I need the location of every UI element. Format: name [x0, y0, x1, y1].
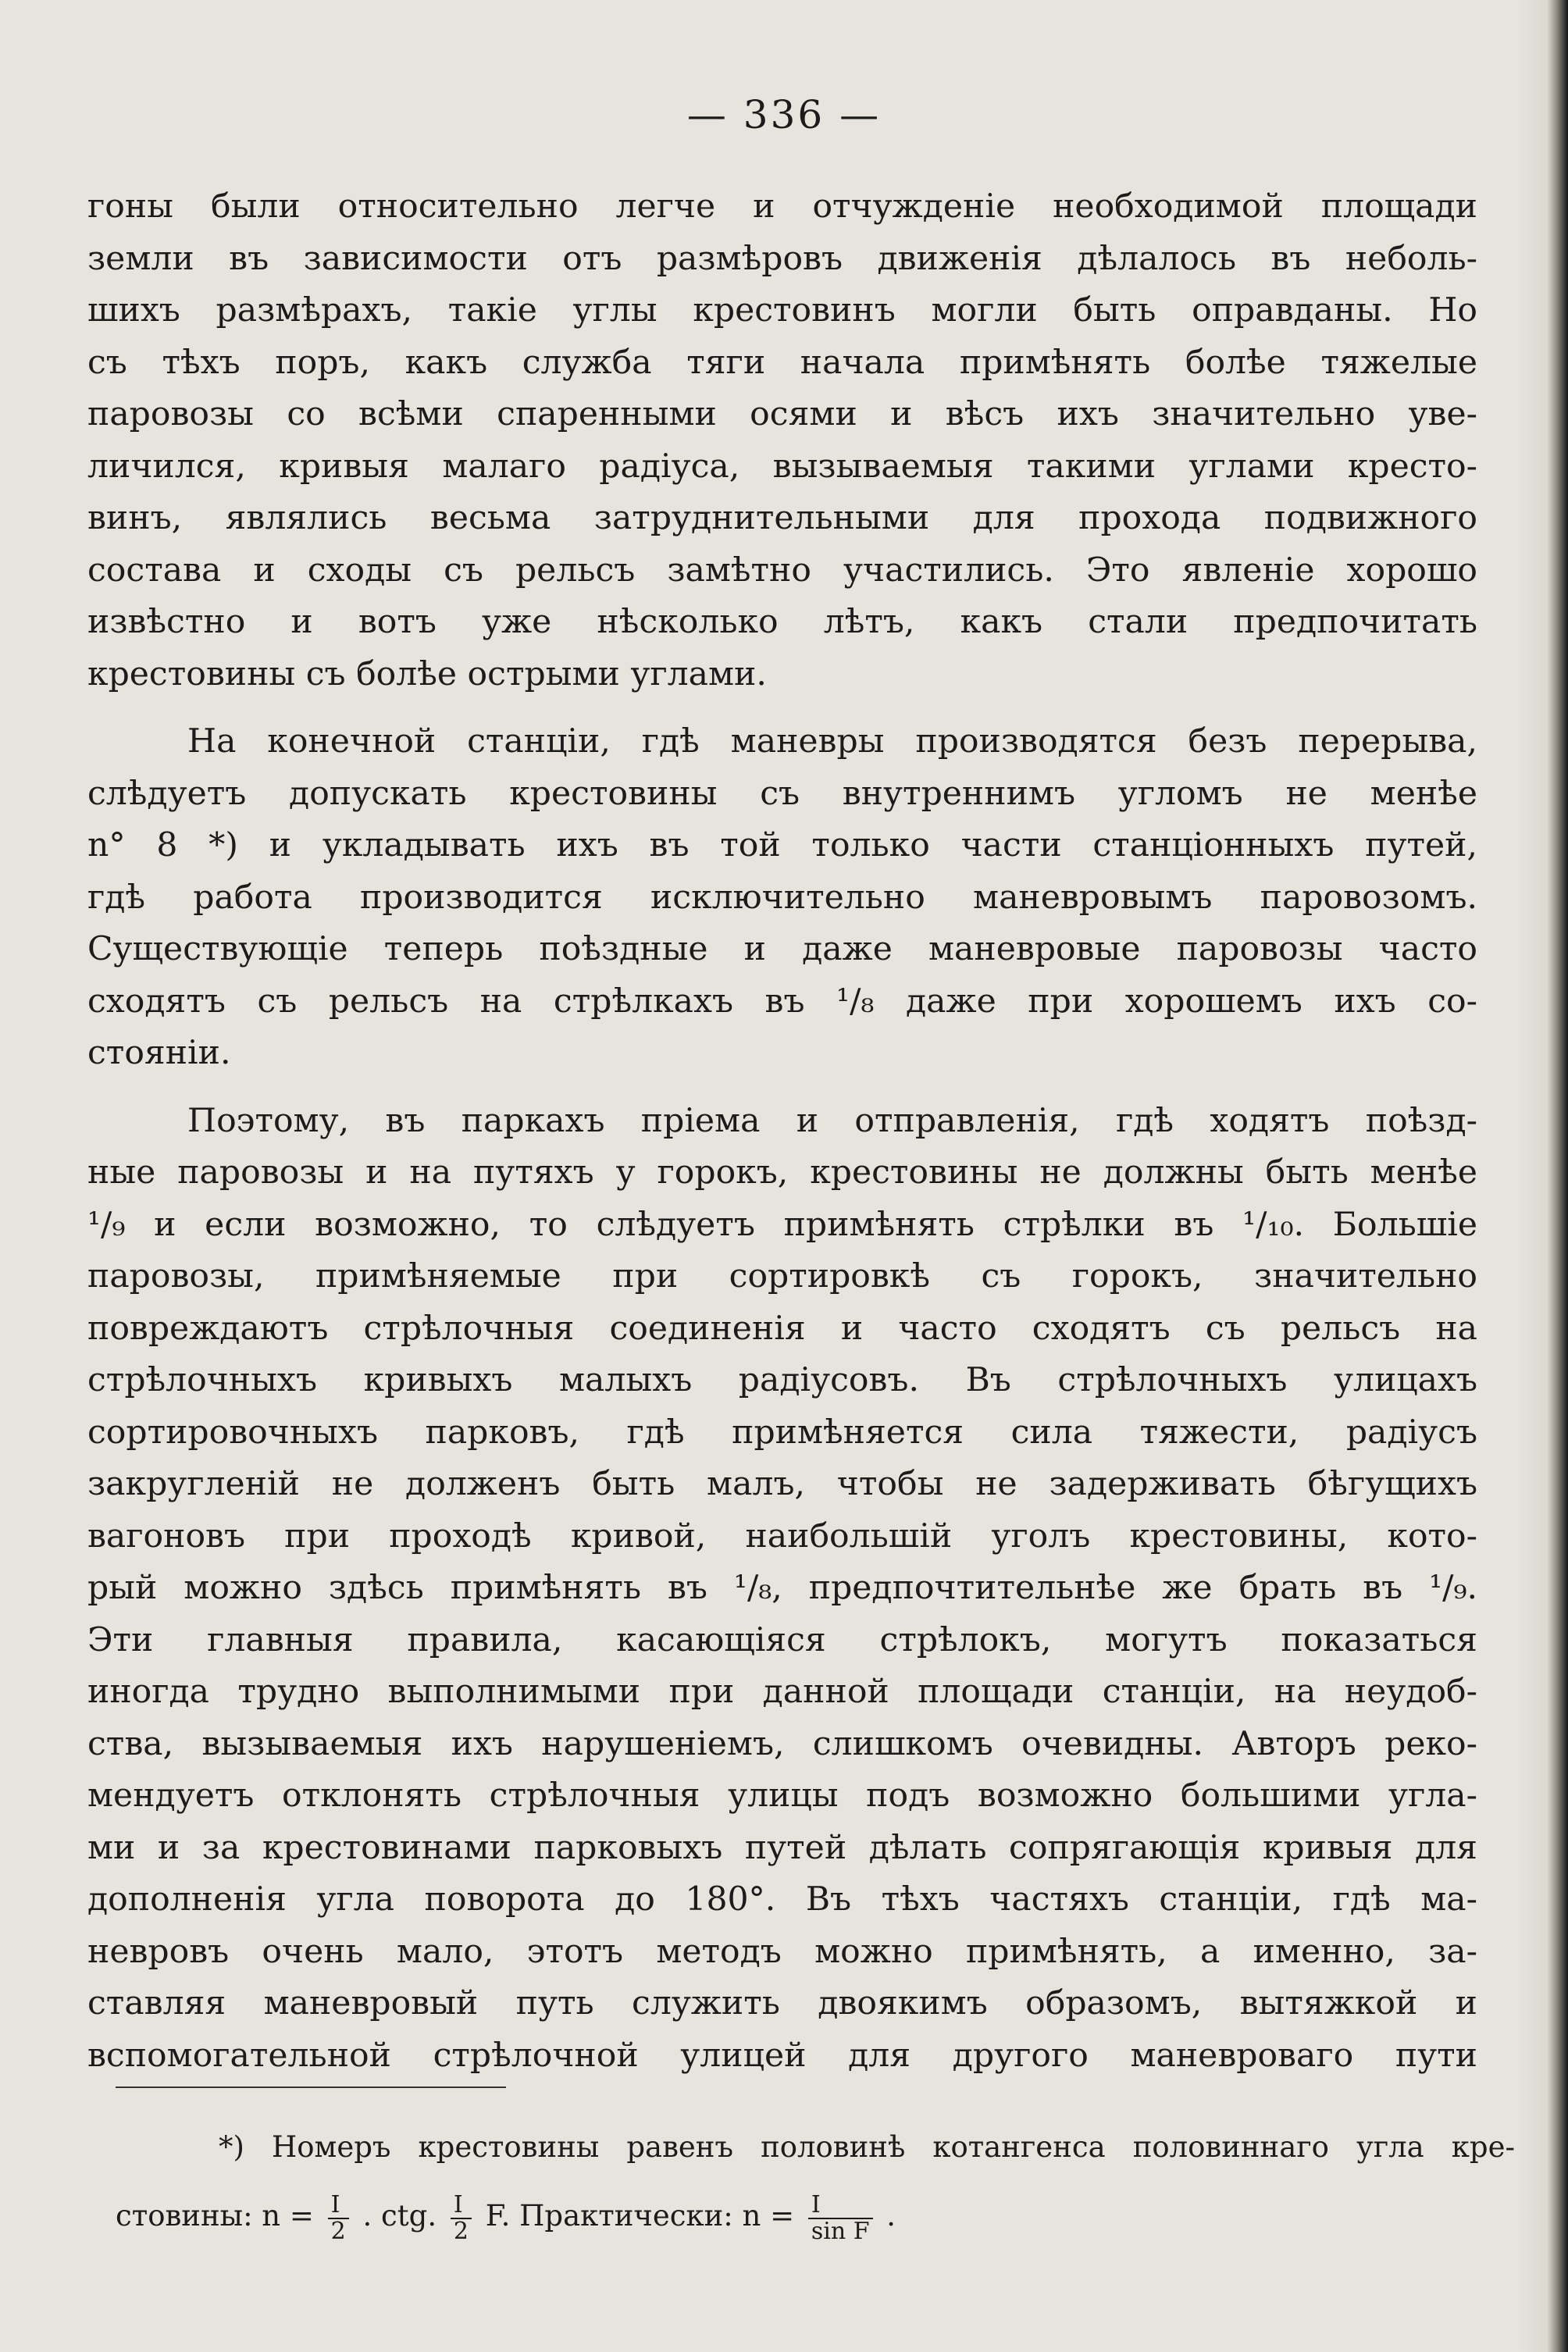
text-line: вагоновъ при проходѣ кривой, наибольшій уголъ крестовины, кото-	[87, 1516, 1477, 1556]
footnote-formula-line	[116, 2182, 1515, 2250]
fraction-denominator: 2	[330, 2217, 346, 2245]
footnote-rule	[116, 2087, 506, 2088]
fraction-numerator: I	[451, 2193, 472, 2219]
text-line: Эти главныя правила, касающіяся стрѣлокъ, могутъ показаться	[87, 1620, 1477, 1659]
text-line: паровозы, примѣняемые при сортировкѣ съ горокъ, значительно	[87, 1257, 1477, 1295]
text-line: повреждаютъ стрѣлочныя соединенія и часто сходятъ съ рельсъ на	[87, 1309, 1477, 1348]
text-line: невровъ очень мало, этотъ методъ можно примѣнять, а именно, за-	[87, 1932, 1477, 1971]
footnote-line: *) Номеръ крестовины равенъ половинѣ котангенса половиннаго угла кре-	[219, 2130, 1515, 2164]
text-line: ства, вызываемыя ихъ нарушеніемъ, слишкомъ очевидны. Авторъ реко-	[87, 1724, 1477, 1763]
text-line: закругленій не долженъ быть малъ, чтобы не задерживать бѣгущихъ	[87, 1465, 1477, 1503]
paragraph-2	[87, 716, 1477, 1080]
text-line: иногда трудно выполнимыми при данной площади станціи, на неудоб-	[87, 1673, 1477, 1711]
paragraph-gap	[87, 700, 1477, 716]
text-line: съ тѣхъ поръ, какъ служба тяги начала примѣнять болѣе тяжелые	[87, 343, 1477, 382]
fraction-denominator: sin F	[811, 2217, 870, 2245]
text-line: стрѣлочныхъ кривыхъ малыхъ радіусовъ. Въ стрѣлочныхъ улицахъ	[87, 1361, 1477, 1399]
text-line: n° 8 *) и укладывать ихъ въ той только части станціонныхъ путей,	[87, 826, 1477, 864]
fraction-numerator: I	[328, 2193, 349, 2219]
text-line: ¹/₉ и если возможно, то слѣдуетъ примѣнять стрѣлки въ ¹/₁₀. Большіе	[87, 1205, 1477, 1244]
fraction-one-half	[451, 2190, 472, 2245]
footnote-text: стовины: n =	[116, 2199, 314, 2233]
body-text	[87, 181, 1477, 2082]
text-line: ми и за крестовинами парковыхъ путей дѣлать сопрягающія кривыя для	[87, 1828, 1477, 1867]
page-edge	[1548, 0, 1568, 2352]
text-line: Поэтому, въ паркахъ пріема и отправленія, гдѣ ходятъ поѣзд-	[187, 1101, 1477, 1140]
text-line: Существующіе теперь поѣздные и даже маневровые паровозы часто	[87, 930, 1477, 968]
paragraph-1	[87, 181, 1477, 700]
text-line: винъ, являлись весьма затруднительными для прохода подвижного	[87, 499, 1477, 537]
fraction-denominator: 2	[453, 2217, 469, 2245]
footnote	[116, 2113, 1515, 2250]
footnote-text: . ctg.	[362, 2199, 437, 2233]
paragraph-gap	[87, 1080, 1477, 1096]
page-shadow	[1516, 0, 1548, 2352]
text-line: ставляя маневровый путь служить двоякимъ образомъ, вытяжкой и	[87, 1984, 1477, 2022]
page-number: — 336 —	[686, 92, 882, 137]
footnote-text: F. Практически: n =	[485, 2199, 795, 2233]
text-line: земли въ зависимости отъ размѣровъ движенія дѣлалось въ неболь-	[87, 239, 1477, 278]
fraction-one-half	[328, 2190, 349, 2245]
text-line: крестовины съ болѣе острыми углами.	[87, 654, 767, 693]
text-line: состава и сходы съ рельсъ замѣтно участились. Это явленіе хорошо	[87, 551, 1477, 590]
fraction-one-over-sin	[808, 2190, 873, 2245]
text-line: сходятъ съ рельсъ на стрѣлкахъ въ ¹/₈ даже при хорошемъ ихъ со-	[87, 982, 1477, 1021]
text-line: гоны были относительно легче и отчужденіе необходимой площади	[87, 187, 1477, 226]
text-line: извѣстно и вотъ уже нѣсколько лѣтъ, какъ стали предпочитать	[87, 603, 1477, 641]
text-line: паровозы со всѣми спаренными осями и вѣсъ ихъ значительно уве-	[87, 395, 1477, 433]
text-line: гдѣ работа производится исключительно маневровымъ паровозомъ.	[87, 878, 1477, 917]
text-line: ные паровозы и на путяхъ у горокъ, крестовины не должны быть менѣе	[87, 1153, 1477, 1192]
text-line: вспомогательной стрѣлочной улицей для другого маневроваго пути	[87, 2036, 1477, 2075]
text-line: слѣдуетъ допускать крестовины съ внутреннимъ угломъ не менѣе	[87, 774, 1477, 813]
paragraph-3	[87, 1096, 1477, 2083]
text-line: дополненія угла поворота до 180°. Въ тѣхъ частяхъ станціи, гдѣ ма-	[87, 1880, 1477, 1919]
text-line: мендуетъ отклонять стрѣлочныя улицы подъ возможно большими угла-	[87, 1776, 1477, 1815]
text-line: шихъ размѣрахъ, такіе углы крестовинъ могли быть оправданы. Но	[87, 291, 1477, 330]
text-line: личился, кривыя малаго радіуса, вызываемыя такими углами кресто-	[87, 447, 1477, 486]
footnote-text: .	[886, 2199, 896, 2233]
fraction-numerator: I	[808, 2193, 873, 2219]
text-line: сортировочныхъ парковъ, гдѣ примѣняется сила тяжести, радіусъ	[87, 1413, 1477, 1452]
text-line: рый можно здѣсь примѣнять въ ¹/₈, предпочтительнѣе же брать въ ¹/₉.	[87, 1569, 1477, 1607]
text-line: На конечной станціи, гдѣ маневры производятся безъ перерыва,	[187, 722, 1477, 761]
text-line: стояніи.	[87, 1034, 231, 1072]
